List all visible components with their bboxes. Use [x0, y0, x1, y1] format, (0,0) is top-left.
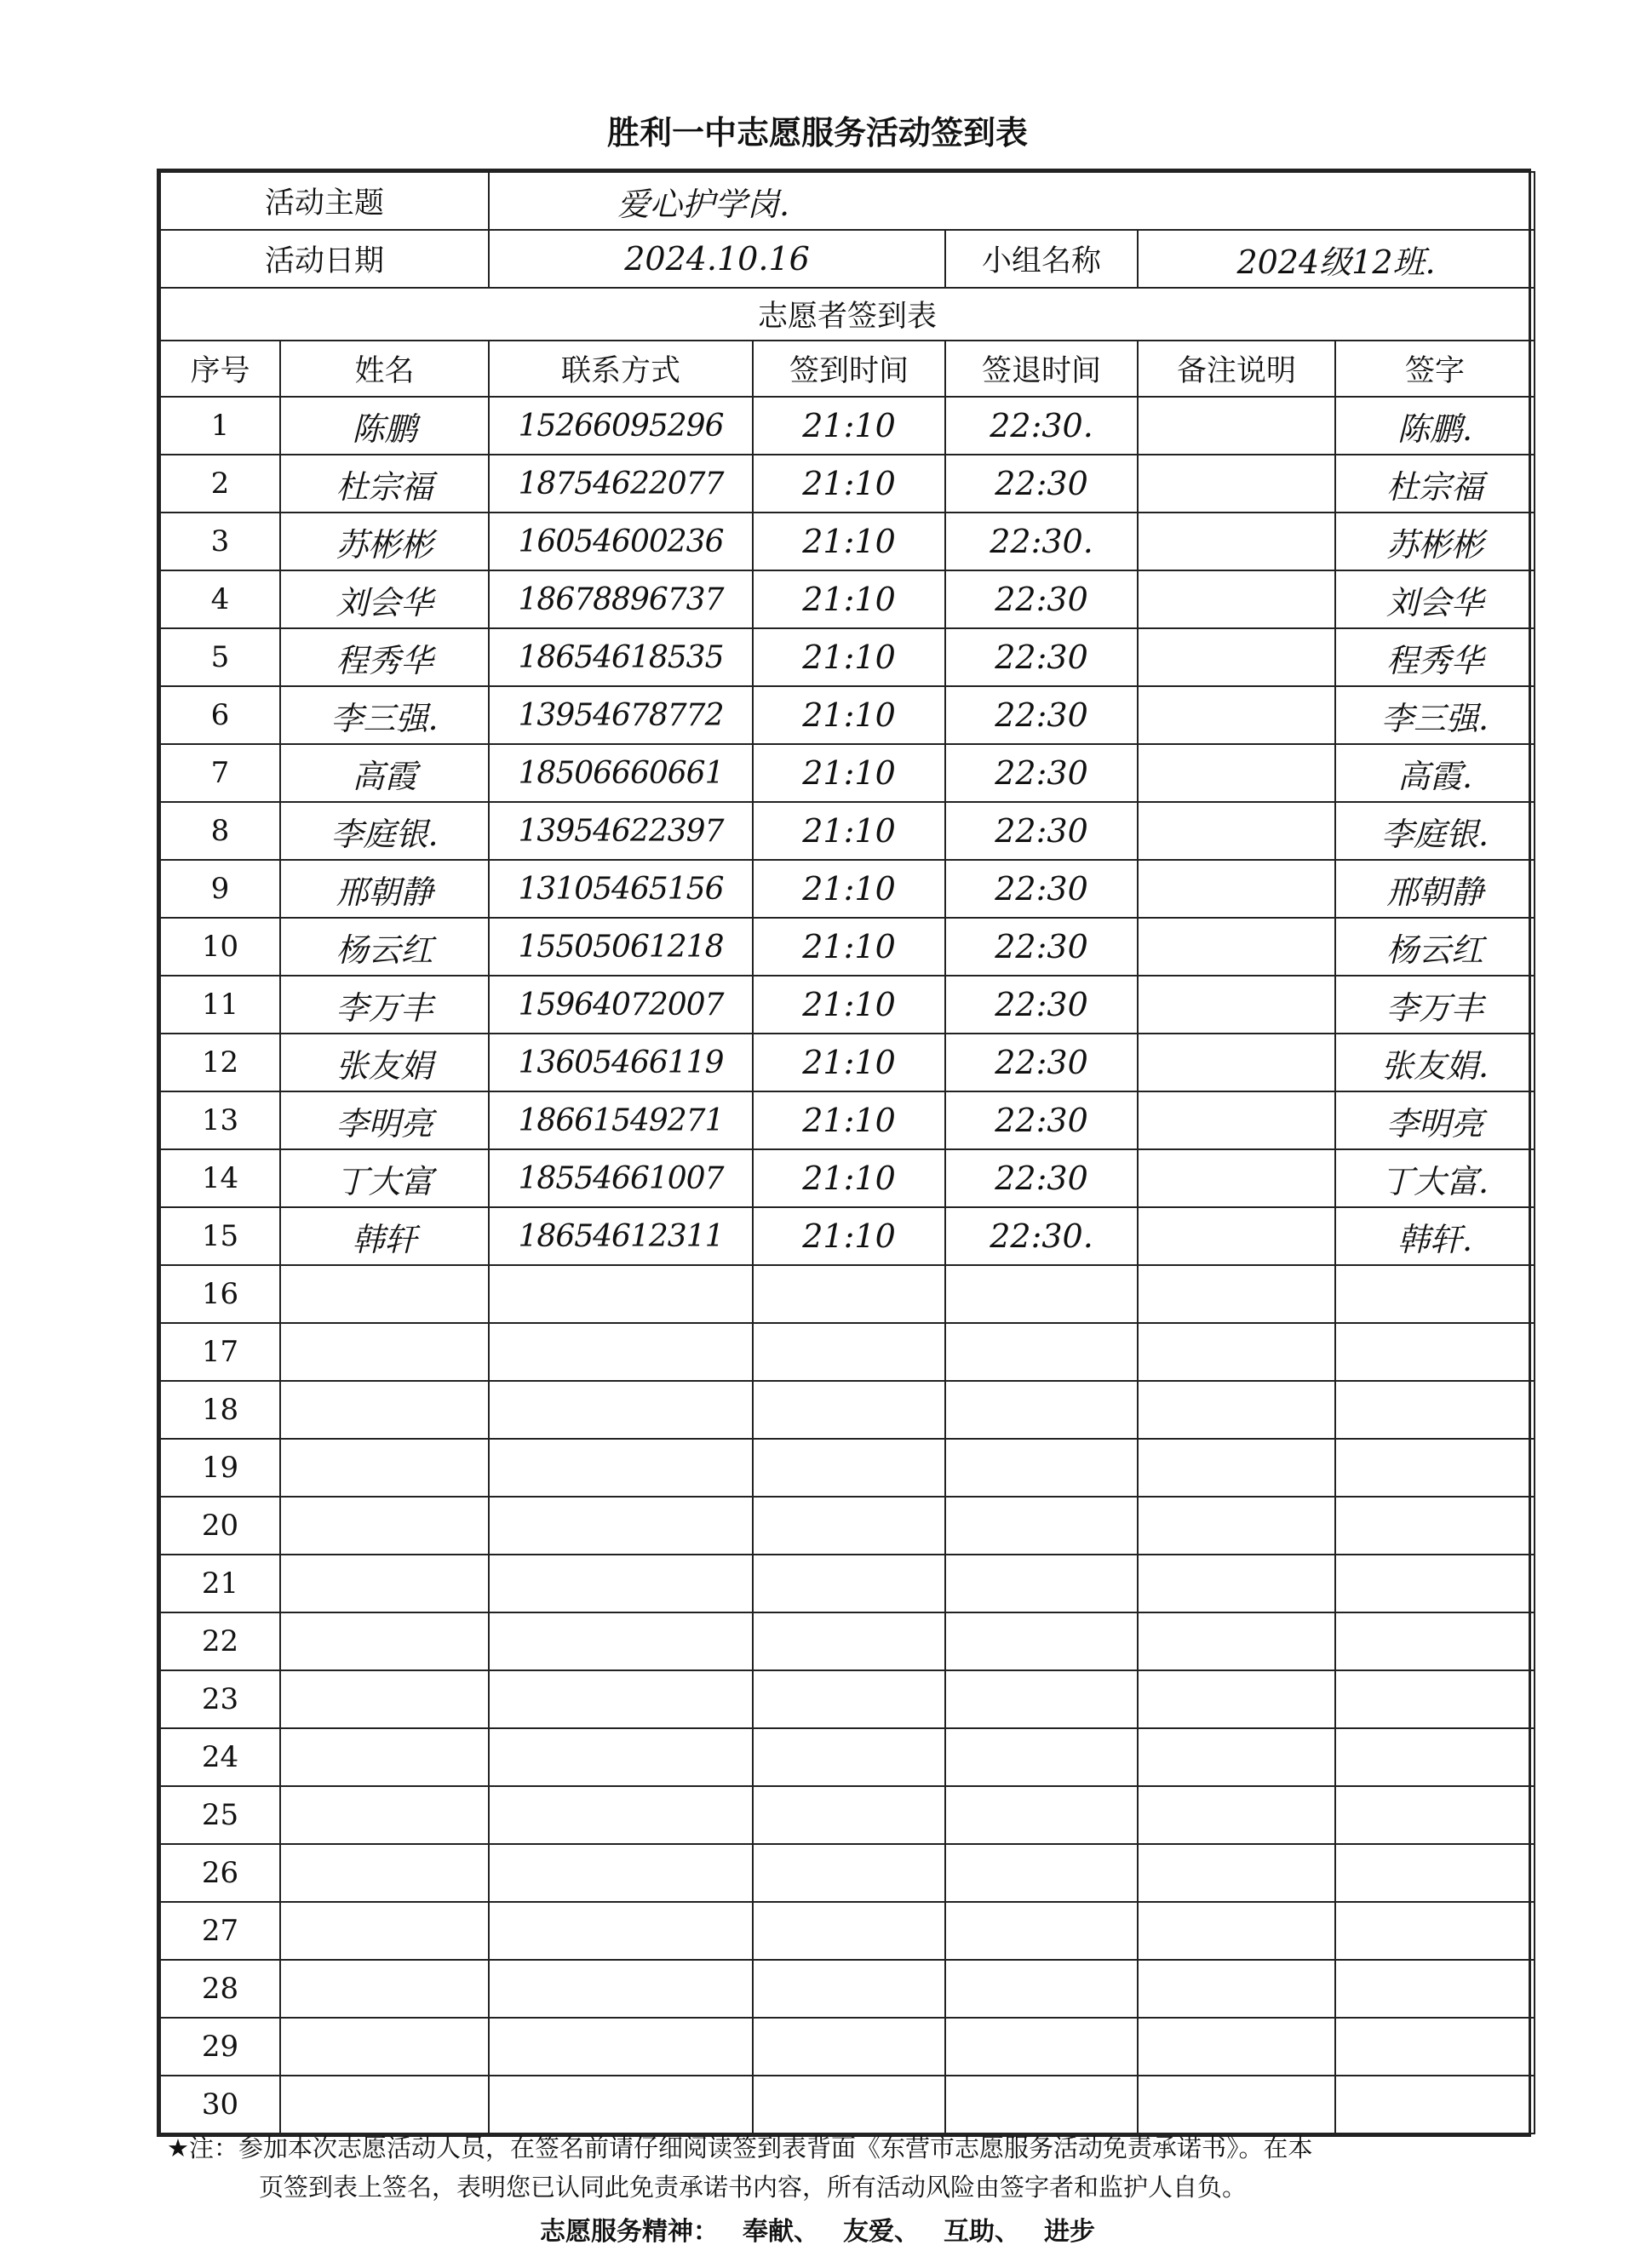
table-row — [160, 686, 1535, 744]
volunteer-name — [280, 1844, 489, 1902]
check-out-time — [945, 1439, 1138, 1497]
row-number: 29 — [160, 2018, 280, 2076]
table-row — [160, 1960, 1535, 2018]
volunteer-name: 李庭银. — [280, 802, 489, 860]
table-row — [160, 1670, 1535, 1728]
signature — [1335, 1555, 1535, 1612]
table-row — [160, 802, 1535, 860]
check-out-time: 22:30 — [945, 1034, 1138, 1091]
signature — [1335, 1902, 1535, 1960]
check-in-time: 21:10 — [753, 397, 945, 455]
check-in-time: 21:10 — [753, 976, 945, 1034]
remarks — [1138, 1844, 1335, 1902]
column-header: 联系方式 — [489, 341, 753, 397]
spirit-value: 友爱、 — [843, 2217, 920, 2247]
row-number: 15 — [160, 1207, 280, 1265]
volunteer-name: 丁大富 — [280, 1149, 489, 1207]
contact-phone — [489, 1902, 753, 1960]
contact-phone — [489, 2076, 753, 2133]
row-number: 18 — [160, 1381, 280, 1439]
spirit-label: 志愿服务精神： — [540, 2217, 719, 2247]
signature — [1335, 1381, 1535, 1439]
table-row — [160, 1555, 1535, 1612]
check-in-time: 21:10 — [753, 860, 945, 918]
sign-in-sheet — [157, 169, 1531, 2137]
row-number: 1 — [160, 397, 280, 455]
disclaimer-line: 页签到表上签名，表明您已认同此免责承诺书内容，所有活动风险由签字者和监护人自负。 — [259, 2173, 1248, 2202]
check-in-time — [753, 1902, 945, 1960]
signature — [1335, 2018, 1535, 2076]
volunteer-name: 李万丰 — [280, 976, 489, 1034]
row-number: 6 — [160, 686, 280, 744]
check-out-time: 22:30 — [945, 1091, 1138, 1149]
check-in-time: 21:10 — [753, 918, 945, 976]
remarks — [1138, 1555, 1335, 1612]
signature: 高霞. — [1335, 744, 1535, 802]
check-out-time: 22:30 — [945, 686, 1138, 744]
volunteer-rows — [160, 397, 1535, 2133]
spirit-value: 奉献、 — [743, 2217, 819, 2247]
row-number: 19 — [160, 1439, 280, 1497]
volunteer-spirit — [0, 2210, 1635, 2248]
table-row — [160, 1381, 1535, 1439]
check-out-time — [945, 1555, 1138, 1612]
check-in-time — [753, 2018, 945, 2076]
volunteer-name — [280, 2018, 489, 2076]
table-row — [160, 860, 1535, 918]
contact-phone — [489, 1670, 753, 1728]
remarks — [1138, 513, 1335, 570]
check-out-time — [945, 1265, 1138, 1323]
signature: 陈鹏. — [1335, 397, 1535, 455]
remarks — [1138, 1439, 1335, 1497]
volunteer-name: 韩轩 — [280, 1207, 489, 1265]
contact-phone — [489, 1323, 753, 1381]
row-number: 27 — [160, 1902, 280, 1960]
check-in-time — [753, 1612, 945, 1670]
row-number: 24 — [160, 1728, 280, 1786]
column-header: 签字 — [1335, 341, 1535, 397]
row-number: 20 — [160, 1497, 280, 1555]
table-row — [160, 1034, 1535, 1091]
contact-phone: 18654612311 — [489, 1207, 753, 1265]
activity-topic-label: 活动主题 — [160, 172, 489, 230]
table-row — [160, 1786, 1535, 1844]
volunteer-name — [280, 1381, 489, 1439]
contact-phone: 18754622077 — [489, 455, 753, 513]
signature — [1335, 1960, 1535, 2018]
check-in-time: 21:10 — [753, 744, 945, 802]
row-number: 5 — [160, 628, 280, 686]
check-in-time: 21:10 — [753, 570, 945, 628]
table-row — [160, 976, 1535, 1034]
table-row — [160, 2018, 1535, 2076]
remarks — [1138, 1091, 1335, 1149]
volunteer-name — [280, 1497, 489, 1555]
check-in-time — [753, 1670, 945, 1728]
check-out-time: 22:30 — [945, 455, 1138, 513]
contact-phone: 18554661007 — [489, 1149, 753, 1207]
volunteer-name: 杜宗福 — [280, 455, 489, 513]
table-row — [160, 1265, 1535, 1323]
check-out-time — [945, 2018, 1138, 2076]
table-row — [160, 397, 1535, 455]
remarks — [1138, 1670, 1335, 1728]
remarks — [1138, 1381, 1335, 1439]
volunteer-name: 李明亮 — [280, 1091, 489, 1149]
table-row — [160, 1902, 1535, 1960]
row-number: 12 — [160, 1034, 280, 1091]
check-out-time: 22:30 — [945, 918, 1138, 976]
signature — [1335, 1670, 1535, 1728]
check-out-time — [945, 1960, 1138, 2018]
check-out-time: 22:30 — [945, 802, 1138, 860]
remarks — [1138, 2018, 1335, 2076]
row-number: 11 — [160, 976, 280, 1034]
table-row — [160, 2076, 1535, 2133]
contact-phone — [489, 1728, 753, 1786]
contact-phone — [489, 1497, 753, 1555]
volunteer-name — [280, 1265, 489, 1323]
volunteer-name — [280, 1612, 489, 1670]
volunteer-name — [280, 1902, 489, 1960]
contact-phone: 15964072007 — [489, 976, 753, 1034]
signature — [1335, 1439, 1535, 1497]
table-row — [160, 1439, 1535, 1497]
table-row — [160, 918, 1535, 976]
remarks — [1138, 1207, 1335, 1265]
check-in-time — [753, 1786, 945, 1844]
contact-phone — [489, 1844, 753, 1902]
activity-date-label: 活动日期 — [160, 230, 489, 288]
check-out-time: 22:30 — [945, 570, 1138, 628]
form-title: 胜利一中志愿服务活动签到表 — [606, 114, 1028, 152]
volunteer-name — [280, 1728, 489, 1786]
row-number: 8 — [160, 802, 280, 860]
sheet-table — [159, 171, 1535, 2134]
row-number: 4 — [160, 570, 280, 628]
remarks — [1138, 1034, 1335, 1091]
check-in-time — [753, 1439, 945, 1497]
column-header: 备注说明 — [1138, 341, 1335, 397]
check-in-time — [753, 1960, 945, 2018]
signature: 杨云红 — [1335, 918, 1535, 976]
activity-date-value: 2024.10.16 — [489, 230, 945, 288]
table-row — [160, 455, 1535, 513]
group-name-label: 小组名称 — [945, 230, 1138, 288]
remarks — [1138, 570, 1335, 628]
check-out-time — [945, 1323, 1138, 1381]
check-out-time: 22:30 — [945, 976, 1138, 1034]
contact-phone — [489, 1960, 753, 2018]
row-number: 30 — [160, 2076, 280, 2133]
contact-phone: 13954678772 — [489, 686, 753, 744]
signature — [1335, 1728, 1535, 1786]
remarks — [1138, 455, 1335, 513]
contact-phone: 13105465156 — [489, 860, 753, 918]
volunteer-name — [280, 1439, 489, 1497]
check-out-time — [945, 1381, 1138, 1439]
remarks — [1138, 1960, 1335, 2018]
remarks — [1138, 686, 1335, 744]
row-number: 3 — [160, 513, 280, 570]
contact-phone — [489, 1786, 753, 1844]
volunteer-name — [280, 1786, 489, 1844]
signature: 苏彬彬 — [1335, 513, 1535, 570]
remarks — [1138, 976, 1335, 1034]
contact-phone: 15266095296 — [489, 397, 753, 455]
table-row — [160, 1323, 1535, 1381]
check-in-time: 21:10 — [753, 1149, 945, 1207]
check-in-time: 21:10 — [753, 686, 945, 744]
remarks — [1138, 918, 1335, 976]
remarks — [1138, 744, 1335, 802]
check-out-time — [945, 1670, 1138, 1728]
contact-phone: 13605466119 — [489, 1034, 753, 1091]
table-row — [160, 1149, 1535, 1207]
signature: 杜宗福 — [1335, 455, 1535, 513]
volunteer-name — [280, 1960, 489, 2018]
group-name-value: 2024级12班. — [1138, 230, 1535, 288]
signature — [1335, 1323, 1535, 1381]
check-in-time: 21:10 — [753, 1091, 945, 1149]
row-number: 23 — [160, 1670, 280, 1728]
row-number: 9 — [160, 860, 280, 918]
volunteer-name — [280, 1555, 489, 1612]
contact-phone: 15505061218 — [489, 918, 753, 976]
volunteer-name — [280, 1670, 489, 1728]
contact-phone — [489, 1265, 753, 1323]
check-in-time — [753, 1497, 945, 1555]
table-row — [160, 1844, 1535, 1902]
check-in-time — [753, 1555, 945, 1612]
table-row — [160, 570, 1535, 628]
row-number: 26 — [160, 1844, 280, 1902]
column-header: 签到时间 — [753, 341, 945, 397]
check-in-time — [753, 1728, 945, 1786]
check-out-time: 22:30 — [945, 744, 1138, 802]
signature: 韩轩. — [1335, 1207, 1535, 1265]
signature — [1335, 2076, 1535, 2133]
contact-phone: 18506660661 — [489, 744, 753, 802]
check-in-time — [753, 2076, 945, 2133]
check-in-time: 21:10 — [753, 1207, 945, 1265]
column-header: 签退时间 — [945, 341, 1138, 397]
contact-phone — [489, 2018, 753, 2076]
check-out-time: 22:30 — [945, 1149, 1138, 1207]
volunteer-name: 陈鹏 — [280, 397, 489, 455]
remarks — [1138, 628, 1335, 686]
signature: 李万丰 — [1335, 976, 1535, 1034]
check-in-time — [753, 1323, 945, 1381]
remarks — [1138, 1786, 1335, 1844]
signature: 刘会华 — [1335, 570, 1535, 628]
volunteer-name: 邢朝静 — [280, 860, 489, 918]
remarks — [1138, 2076, 1335, 2133]
remarks — [1138, 860, 1335, 918]
check-in-time: 21:10 — [753, 1034, 945, 1091]
table-row — [160, 513, 1535, 570]
row-number: 14 — [160, 1149, 280, 1207]
row-number: 17 — [160, 1323, 280, 1381]
remarks — [1138, 1902, 1335, 1960]
remarks — [1138, 1497, 1335, 1555]
table-row — [160, 628, 1535, 686]
signature — [1335, 1786, 1535, 1844]
table-row — [160, 1497, 1535, 1555]
contact-phone: 18678896737 — [489, 570, 753, 628]
check-in-time — [753, 1381, 945, 1439]
check-in-time — [753, 1844, 945, 1902]
remarks — [1138, 1323, 1335, 1381]
signature — [1335, 1265, 1535, 1323]
spirit-value: 进步 — [1044, 2217, 1095, 2247]
check-out-time — [945, 2076, 1138, 2133]
contact-phone: 18654618535 — [489, 628, 753, 686]
signature — [1335, 1497, 1535, 1555]
check-in-time: 21:10 — [753, 513, 945, 570]
table-row — [160, 1207, 1535, 1265]
row-number: 16 — [160, 1265, 280, 1323]
row-number: 21 — [160, 1555, 280, 1612]
signature — [1335, 1844, 1535, 1902]
remarks — [1138, 1728, 1335, 1786]
check-out-time — [945, 1728, 1138, 1786]
row-number: 2 — [160, 455, 280, 513]
check-in-time: 21:10 — [753, 802, 945, 860]
row-number: 7 — [160, 744, 280, 802]
row-number: 13 — [160, 1091, 280, 1149]
volunteer-name: 刘会华 — [280, 570, 489, 628]
volunteer-name — [280, 1323, 489, 1381]
spirit-value: 互助、 — [944, 2217, 1020, 2247]
contact-phone — [489, 1555, 753, 1612]
check-out-time: 22:30. — [945, 397, 1138, 455]
signature: 李庭银. — [1335, 802, 1535, 860]
table-row — [160, 1728, 1535, 1786]
remarks — [1138, 802, 1335, 860]
disclaimer-line: ★注：参加本次志愿活动人员，在签名前请仔细阅读签到表背面《东营市志愿服务活动免责承诺书》。在本 — [167, 2133, 1313, 2162]
volunteer-name — [280, 2076, 489, 2133]
check-out-time — [945, 1497, 1138, 1555]
check-in-time: 21:10 — [753, 628, 945, 686]
table-row — [160, 744, 1535, 802]
check-in-time: 21:10 — [753, 455, 945, 513]
column-header-row — [160, 341, 1535, 397]
row-number: 22 — [160, 1612, 280, 1670]
row-number: 10 — [160, 918, 280, 976]
signature — [1335, 1612, 1535, 1670]
remarks — [1138, 1149, 1335, 1207]
check-out-time — [945, 1902, 1138, 1960]
signature: 丁大富. — [1335, 1149, 1535, 1207]
contact-phone: 13954622397 — [489, 802, 753, 860]
volunteer-name: 李三强. — [280, 686, 489, 744]
column-header: 姓名 — [280, 341, 489, 397]
row-number: 28 — [160, 1960, 280, 2018]
check-out-time — [945, 1786, 1138, 1844]
contact-phone: 16054600236 — [489, 513, 753, 570]
activity-topic-value: 爱心护学岗. — [489, 172, 1535, 230]
check-in-time — [753, 1265, 945, 1323]
contact-phone: 18661549271 — [489, 1091, 753, 1149]
disclaimer-note — [167, 2128, 1529, 2207]
check-out-time — [945, 1612, 1138, 1670]
check-out-time: 22:30. — [945, 1207, 1138, 1265]
signature: 李明亮 — [1335, 1091, 1535, 1149]
signature: 程秀华 — [1335, 628, 1535, 686]
volunteer-name: 程秀华 — [280, 628, 489, 686]
signature: 邢朝静 — [1335, 860, 1535, 918]
check-out-time: 22:30. — [945, 513, 1138, 570]
section-title: 志愿者签到表 — [160, 288, 1535, 341]
volunteer-name: 杨云红 — [280, 918, 489, 976]
signature: 张友娟. — [1335, 1034, 1535, 1091]
table-row — [160, 1091, 1535, 1149]
volunteer-name: 张友娟 — [280, 1034, 489, 1091]
contact-phone — [489, 1612, 753, 1670]
signature: 李三强. — [1335, 686, 1535, 744]
check-out-time: 22:30 — [945, 860, 1138, 918]
column-header: 序号 — [160, 341, 280, 397]
remarks — [1138, 1265, 1335, 1323]
remarks — [1138, 397, 1335, 455]
check-out-time — [945, 1844, 1138, 1902]
check-out-time: 22:30 — [945, 628, 1138, 686]
row-number: 25 — [160, 1786, 280, 1844]
volunteer-name: 苏彬彬 — [280, 513, 489, 570]
volunteer-name: 高霞 — [280, 744, 489, 802]
remarks — [1138, 1612, 1335, 1670]
table-row — [160, 1612, 1535, 1670]
contact-phone — [489, 1381, 753, 1439]
contact-phone — [489, 1439, 753, 1497]
